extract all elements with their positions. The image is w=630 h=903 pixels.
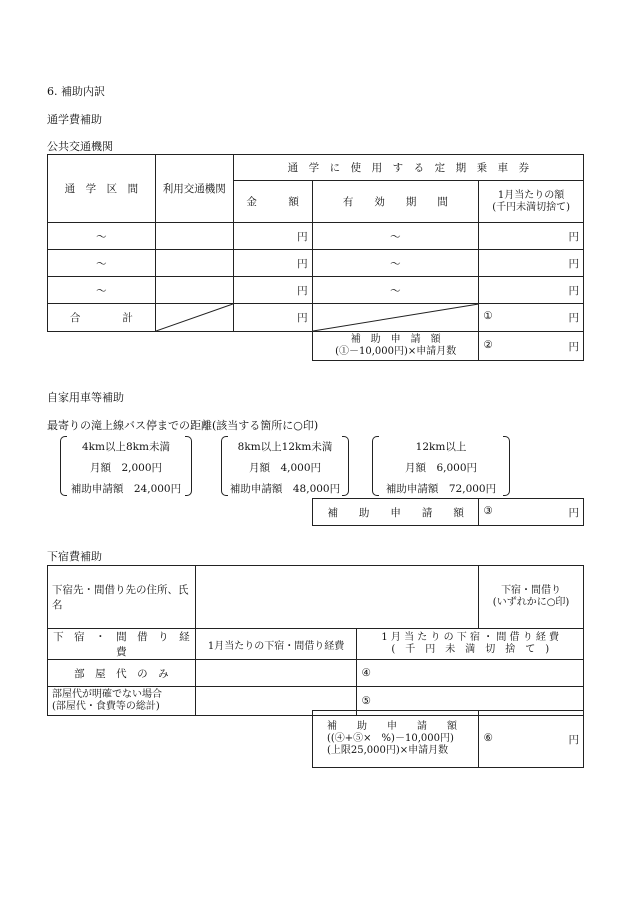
commute-apply-line2: (①－10,000円)×申請月数 [335, 346, 457, 357]
option-apply: 補助申請額 48,000円 [229, 483, 341, 495]
row-agency[interactable] [155, 277, 233, 304]
row-period[interactable]: ～ [312, 223, 479, 250]
lodging-apply-label [313, 711, 479, 768]
car-prompt: 最寄りの滝上線バス停までの距離(該当する箇所に○印) [47, 419, 319, 432]
commute-apply-value[interactable] [479, 332, 584, 361]
option-monthly: 月額 6,000円 [404, 462, 478, 474]
address-field[interactable] [195, 566, 478, 629]
car-apply-table [312, 498, 584, 526]
mark-6: ⑥ [483, 731, 493, 744]
lodging-apply-line2: ((④+⑤× %)－10,000円) [327, 733, 454, 744]
commute-apply-table [312, 331, 584, 361]
commute-apply-yen: 円 [568, 340, 579, 353]
mark-3: ③ [483, 504, 493, 517]
distance-option-2[interactable] [221, 436, 349, 496]
lodging-title: 下宿費補助 [47, 550, 102, 563]
header-lodging-cost: 下 宿 ・ 間 借 り 経 費 [48, 629, 196, 660]
mark-1: ① [483, 310, 493, 322]
total-agency-void [155, 304, 233, 332]
lodging-apply-value[interactable] [479, 711, 584, 768]
row-monthly[interactable]: 円 [479, 277, 584, 304]
lodging-apply-line3: (上限25,000円)×申請月数 [327, 745, 449, 756]
header-pass: 通 学 に 使 用 す る 定 期 乗 車 券 [233, 155, 583, 181]
room-only-rounded[interactable] [357, 660, 584, 687]
header-lodging-monthly: 1月当たりの下宿・間借り経費 [195, 629, 357, 660]
row-period[interactable]: ～ [312, 277, 479, 304]
car-apply-label: 補 助 申 請 額 [313, 499, 479, 526]
public-transit-table [47, 154, 584, 332]
table-row [48, 223, 584, 250]
option-monthly: 月額 4,000円 [248, 462, 322, 474]
row-amount[interactable]: 円 [233, 223, 312, 250]
row-amount[interactable]: 円 [233, 250, 312, 277]
diagonal-line [156, 304, 233, 331]
option-apply: 補助申請額 72,000円 [385, 483, 497, 495]
lodging-table [47, 565, 584, 716]
mark-5: ⑤ [361, 695, 371, 707]
lodging-apply-line1: 補 助 申 請 額 [327, 721, 457, 732]
header-lodging-rounded: 1 月 当 た り の 下 宿 ・ 間 借 り 経 費 ( 千 円 未 満 切 捨 て ) [357, 629, 584, 660]
car-apply-value[interactable] [479, 499, 584, 526]
room-only-label: 部 屋 代 の み [48, 660, 196, 687]
header-monthly: 1月当たりの額 (千円未満切捨て) [479, 181, 584, 223]
total-period-void [312, 304, 479, 332]
row-period[interactable]: ～ [312, 250, 479, 277]
total-amount[interactable]: 円 [233, 304, 312, 332]
commute-title: 通学費補助 [47, 113, 102, 126]
distance-option-3[interactable] [372, 436, 510, 496]
mark-2: ② [483, 338, 493, 351]
car-apply-yen: 円 [568, 506, 579, 519]
row-agency[interactable] [155, 250, 233, 277]
total-monthly[interactable] [479, 304, 584, 332]
commute-apply-label [313, 332, 479, 361]
header-agency: 利用交通機関 [155, 155, 233, 223]
diagonal-line [313, 304, 479, 331]
section-title: 6. 補助内訳 [47, 85, 105, 98]
total-cost-label: 部屋代が明確でない場合 (部屋代・食費等の総計) [48, 687, 196, 716]
option-range: 12km以上 [415, 441, 467, 453]
option-range: 4km以上8km未満 [82, 441, 170, 453]
total-label: 合 計 [48, 304, 156, 332]
header-amount: 金 額 [233, 181, 312, 223]
row-monthly[interactable]: 円 [479, 250, 584, 277]
header-section: 通 学 区 間 [48, 155, 156, 223]
row-monthly[interactable]: 円 [479, 223, 584, 250]
total-monthly-yen: 円 [568, 312, 579, 324]
table-row [48, 250, 584, 277]
row-section[interactable]: ～ [48, 250, 156, 277]
distance-option-1[interactable] [60, 436, 192, 496]
table-row [48, 277, 584, 304]
option-range: 8km以上12km未満 [237, 441, 333, 453]
total-row [48, 304, 584, 332]
lodging-type-select[interactable]: 下宿・間借り (いずれかに○印) [479, 566, 584, 629]
address-label: 下宿先・間借り先の住所、氏名 [48, 566, 196, 629]
row-section[interactable]: ～ [48, 277, 156, 304]
mark-4: ④ [361, 667, 371, 679]
public-transit-title: 公共交通機関 [47, 140, 113, 153]
car-title: 自家用車等補助 [47, 391, 124, 404]
option-monthly: 月額 2,000円 [89, 462, 163, 474]
header-period: 有 効 期 間 [312, 181, 479, 223]
lodging-apply-table [312, 710, 584, 768]
table-row [48, 660, 584, 687]
row-section[interactable]: ～ [48, 223, 156, 250]
room-only-monthly[interactable] [195, 660, 357, 687]
option-apply: 補助申請額 24,000円 [70, 483, 182, 495]
commute-apply-line1: 補 助 申 請 額 [350, 334, 441, 345]
row-agency[interactable] [155, 223, 233, 250]
row-amount[interactable]: 円 [233, 277, 312, 304]
lodging-apply-yen: 円 [568, 733, 579, 746]
